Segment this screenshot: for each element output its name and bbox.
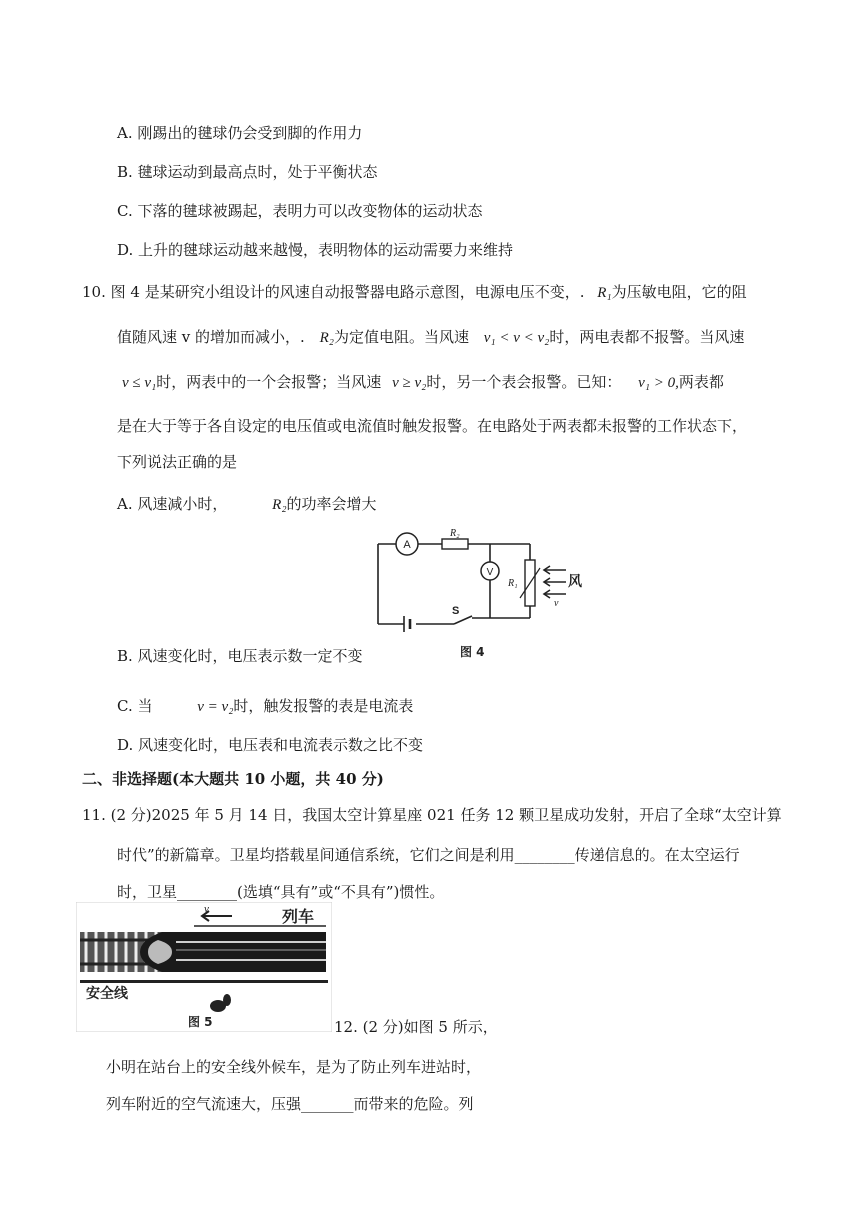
q10-formula-range: v₁ < v < v₂ (483, 330, 550, 346)
q10-text: 为压敏电阻，它的阻 (611, 283, 747, 301)
wind-label: 风 (568, 574, 582, 590)
q9-option-d: D. 上升的毽球运动越来越慢，表明物体的运动需要力来维持 (117, 241, 514, 259)
q10-formula-r2: R₂ (272, 497, 287, 513)
q10-line-4: 是在大于等于各自设定的电压值或电流值时触发报警。在电路处于两表都未报警的工作状态下， (117, 417, 748, 435)
wind-velocity-label: v (554, 598, 559, 609)
voltmeter-label: V (486, 567, 494, 578)
q10-option-a (117, 494, 377, 515)
section-2-title: 二、非选择题(本大题共 10 小题，共 40 分) (82, 770, 384, 788)
q10-line-1 (82, 282, 747, 303)
q10-line-2 (117, 327, 744, 348)
q10-formula-r1: R₁ (597, 285, 612, 301)
q10-text: 时，两电表都不报警。当风速 (549, 328, 745, 346)
q10-text: 的功率会增大 (286, 495, 377, 513)
q10-formula-low: v ≤ v₁ (122, 375, 157, 391)
q10-text: 时，触发报警的表是电流表 (233, 697, 414, 715)
q10-text: 为定值电阻。当风速 (333, 328, 469, 346)
q10-text: 值随风速 v 的增加而减小，. (117, 328, 305, 346)
q12-line-1: 12. (2 分)如图 5 所示， (334, 1018, 498, 1036)
q11-line-2: 时代”的新篇章。卫星均搭载星间通信系统，它们之间是利用________传递信息的。在太空运行 (117, 846, 740, 864)
q10-text: C. 当 (117, 697, 153, 715)
q10-formula-positive: v₁ > 0, (638, 375, 679, 391)
q11-line-3: 时，卫星________(选填“具有”或“不具有”)惯性。 (117, 883, 445, 901)
figure-4-circuit (374, 528, 596, 668)
q10-text: A. 风速减小时， (117, 495, 228, 513)
train-velocity-label: v (204, 903, 209, 915)
q12-line-3: 列车附近的空气流速大，压强_______而带来的危险。列 (106, 1095, 474, 1113)
q9-option-b: B. 毽球运动到最高点时，处于平衡状态 (117, 163, 378, 181)
r2-label: R₂ (450, 528, 460, 539)
ammeter-label: A (403, 539, 411, 551)
q10-option-c (117, 696, 413, 717)
q10-text: 时，两表中的一个会报警；当风速 (156, 373, 382, 391)
q10-text: 时，另一个表会报警。已知： (426, 373, 622, 391)
q10-formula-high: v ≥ v₂ (392, 375, 427, 391)
safety-line-label: 安全线 (86, 986, 128, 1002)
q10-line-3 (122, 372, 724, 393)
q10-option-b: B. 风速变化时，电压表示数一定不变 (117, 647, 363, 665)
q9-option-a: A. 刚踢出的毽球仍会受到脚的作用力 (117, 124, 363, 142)
figure-4-caption: 图 4 (460, 645, 485, 659)
figure-5-train (76, 902, 332, 1032)
q11-line-1: 11. (2 分)2025 年 5 月 14 日，我国太空计算星座 021 任务 12 颗卫星成功发射，开启了全球“太空计算 (82, 806, 782, 824)
r1-label: R₁ (508, 578, 518, 589)
switch-label: S (452, 605, 460, 617)
q10-formula-r2: R₂ (319, 330, 334, 346)
q10-text: 两表都 (678, 373, 724, 391)
q10-line-5: 下列说法正确的是 (117, 453, 238, 471)
q12-line-2: 小明在站台上的安全线外候车，是为了防止列车进站时， (106, 1058, 482, 1076)
q9-option-c: C. 下落的毽球被踢起，表明力可以改变物体的运动状态 (117, 202, 483, 220)
figure-5-caption: 图 5 (188, 1015, 213, 1029)
q10-text: 10. 图 4 是某研究小组设计的风速自动报警器电路示意图，电源电压不变，. (82, 283, 585, 301)
q10-formula-equal: v = v₂ (197, 699, 234, 715)
train-label: 列车 (282, 907, 315, 926)
q10-option-d: D. 风速变化时，电压表和电流表示数之比不变 (117, 736, 424, 754)
